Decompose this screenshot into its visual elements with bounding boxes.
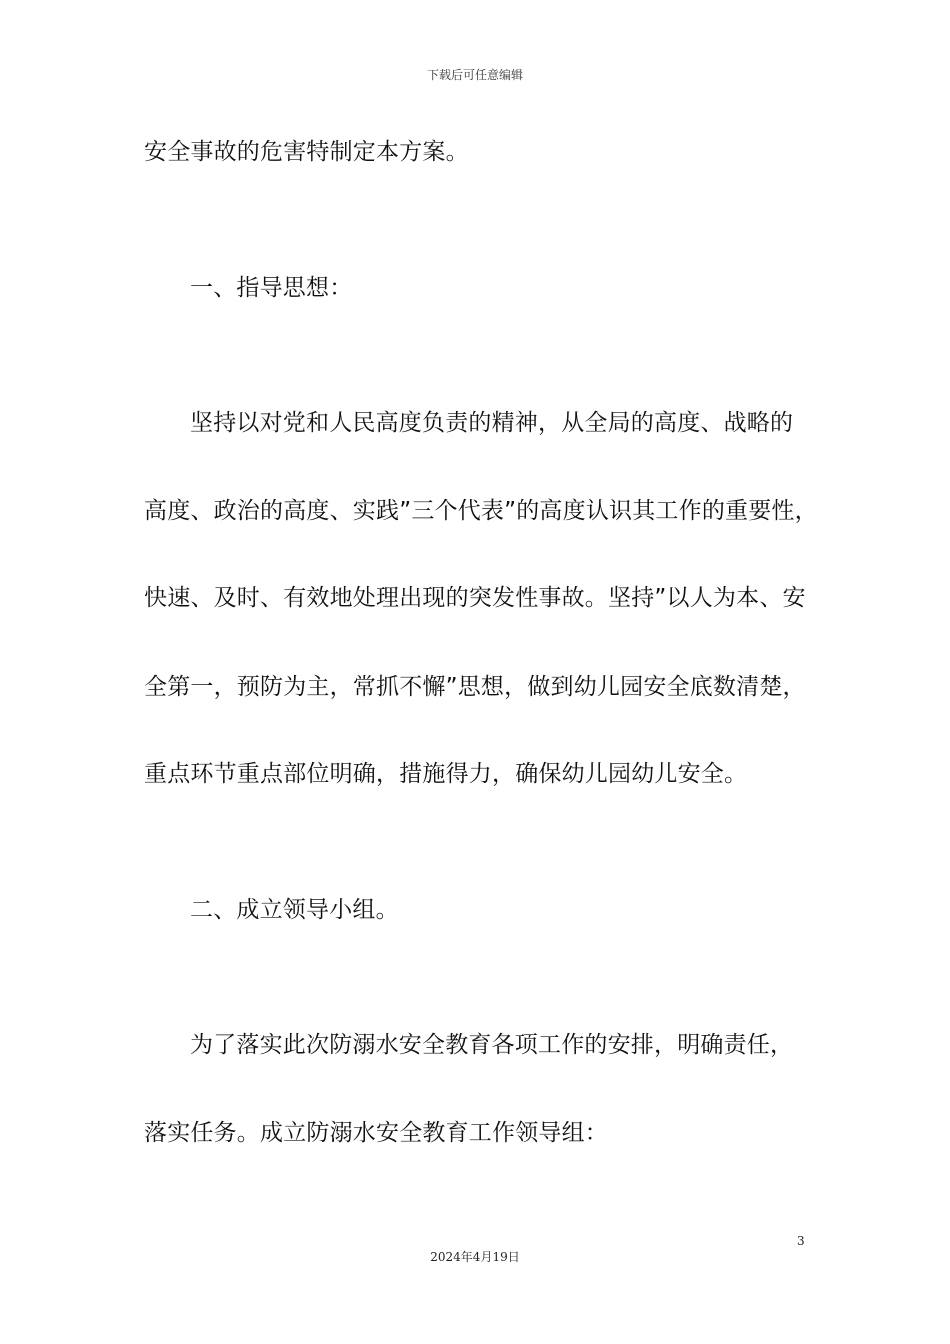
section-heading-guiding-ideology: 一、指导思想： <box>190 275 353 301</box>
body-line-9: 为了落实此次防溺水安全教育各项工作的安排，明确责任， <box>190 1032 794 1058</box>
body-line-7: 重点环节重点部位明确，措施得力，确保幼儿园幼儿安全。 <box>144 761 748 787</box>
body-line-6: 全第一，预防为主，常抓不懈”思想，做到幼儿园安全底数清楚， <box>144 674 806 700</box>
body-line-1: 安全事故的危害特制定本方案。 <box>144 139 469 165</box>
header-note: 下载后可任意编辑 <box>426 68 523 82</box>
body-line-4: 高度、政治的高度、实践”三个代表”的高度认识其工作的重要性， <box>144 498 818 524</box>
body-line-10: 落实任务。成立防溺水安全教育工作领导组： <box>144 1120 608 1146</box>
body-line-5: 快速、及时、有效地处理出现的突发性事故。坚持”以人为本、安 <box>144 585 806 611</box>
section-heading-leadership-group: 二、成立领导小组。 <box>190 897 399 923</box>
body-line-3: 坚持以对党和人民高度负责的精神，从全局的高度、战略的 <box>190 410 794 436</box>
footer-date: 2024年4月19日 <box>430 1250 520 1264</box>
page-number: 3 <box>797 1234 805 1248</box>
